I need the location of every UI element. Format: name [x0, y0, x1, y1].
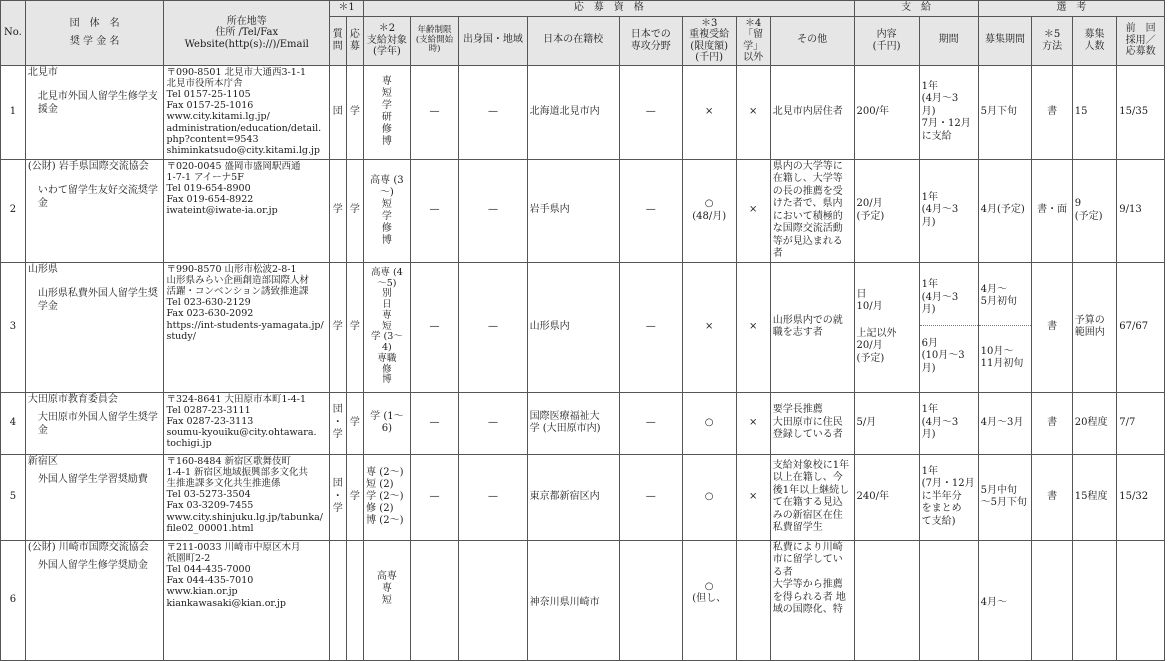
table-row: [1, 65, 1165, 159]
count-cell: 20程度: [1072, 392, 1116, 454]
amount-cell: 240/年: [854, 454, 919, 540]
target-cell: 高専 (3 ～) 短 学 修 博: [364, 159, 411, 262]
non-ryugaku-cell: ×: [736, 392, 770, 454]
recruit-a: 4月～ 5月初旬: [980, 283, 1018, 307]
address-cell: 〒211-0033 川崎市中原区木月 祇園町2-2 Tel 044-435-7000 Fax 044-435-7010 www.kian.or.jp kiankawasaki@kian.or.jp: [164, 540, 330, 660]
major-cell: —: [619, 159, 682, 262]
inquiry-cell: 団 ・ 学: [330, 454, 347, 540]
address-cell: 〒020-0045 盛岡市盛岡駅西通 1-7-1 アイーナ5F Tel 019-654-8900 Fax 019-654-8922 iwateint@iwate-ia.or.jp: [164, 159, 330, 262]
period-cell: [919, 540, 978, 660]
target-cell: 専 (2～) 短 (2) 学 (2～) 修 (2) 博 (2～): [364, 454, 411, 540]
selection-header: 選 考: [978, 1, 1164, 17]
recruit-cell: 5月中旬 ～5月下旬: [978, 454, 1032, 540]
count-cell: 15: [1072, 65, 1116, 159]
scholarship-name: 外国人留学生学習奨励費: [37, 474, 148, 485]
recruit-cell: [978, 262, 1032, 392]
origin-cell: [459, 540, 527, 660]
col-dup: ＊3 重複受給 (限度額) (千円): [682, 16, 736, 65]
scholarship-name: 北見市外国人留学生修学支援金: [37, 91, 158, 115]
row-no: 4: [1, 392, 26, 454]
non-ryugaku-cell: ×: [736, 159, 770, 262]
dup-cell: ○ (但し、: [682, 540, 736, 660]
method-cell: 書: [1032, 392, 1072, 454]
method-cell: 書: [1032, 65, 1072, 159]
major-cell: —: [619, 454, 682, 540]
amount-cell: [854, 262, 919, 392]
major-cell: —: [619, 262, 682, 392]
col-age-limit: 年齢制限 (支給開始時): [410, 16, 459, 65]
major-cell: —: [619, 392, 682, 454]
org-name: (公財) 川崎市国際交流協会: [27, 541, 149, 553]
col-org-scholarship: [25, 1, 164, 66]
school-cell: 国際医療福祉大 学 (大田原市内): [527, 392, 619, 454]
org-cell: [25, 392, 164, 454]
row-no: 3: [1, 262, 26, 392]
origin-cell: —: [459, 65, 527, 159]
col-amount: 内容 (千円): [854, 16, 919, 65]
col-method: ＊5 方法: [1032, 16, 1072, 65]
age-cell: —: [410, 65, 459, 159]
target-cell: 専 短 学 研 修 博: [364, 65, 411, 159]
other-cell: 県内の大学等に在籍し、大学等の長の推薦を受けた者で、県内において積極的な国際交流活動等が見込まれる者: [770, 159, 854, 262]
count-cell: [1072, 540, 1116, 660]
org-cell: [25, 540, 164, 660]
previous-cell: 7/7: [1117, 392, 1165, 454]
org-cell: [25, 65, 164, 159]
col-recruit-count: 募集 人数: [1072, 16, 1116, 65]
org-name: 山形県: [27, 263, 58, 275]
row-no: 2: [1, 159, 26, 262]
scholarship-name: 外国人留学生修学奨励金: [37, 560, 148, 571]
scholarship-name: 山形県私費外国人留学生奨学金: [37, 288, 158, 312]
table-row: [1, 392, 1165, 454]
address-cell: 〒160-8484 新宿区歌舞伎町 1-4-1 新宿区地域振興部多文化共 生推進課多文化共生推進係 Tel 03-5273-3504 Fax 03-3209-7455 www.city.shinjuku.lg.jp/tabunka/ file02_00001.html: [164, 454, 330, 540]
previous-cell: 9/13: [1117, 159, 1165, 262]
table-header: [1, 1, 1165, 66]
col-no: No.: [1, 1, 26, 66]
dup-cell: ○ (48/月): [682, 159, 736, 262]
school-cell: 北海道北見市内: [527, 65, 619, 159]
org-name: 北見市: [27, 66, 58, 78]
inquiry-cell: 学: [330, 262, 347, 392]
row-no: 5: [1, 454, 26, 540]
period-cell: 1年 (4月～3 月) 7月・12月 に支給: [919, 65, 978, 159]
col-period: 期間: [919, 16, 978, 65]
origin-cell: —: [459, 262, 527, 392]
school-cell: 東京都新宿区内: [527, 454, 619, 540]
recruit-cell: 4月(予定): [978, 159, 1032, 262]
non-ryugaku-cell: ×: [736, 65, 770, 159]
address-cell: 〒990-8570 山形市松波2-8-1 山形県みらい企画創造部国際人材 活躍・コンベンション誘致推進課 Tel 023-630-2129 Fax 023-630-2092 https://int-students-yamagata.jp/ study/: [164, 262, 330, 392]
apply-cell: 学: [346, 262, 364, 392]
origin-cell: —: [459, 159, 527, 262]
dup-cell: ○: [682, 454, 736, 540]
table-row: [1, 454, 1165, 540]
col-inquiry: 質問: [330, 16, 347, 65]
org-cell: [25, 454, 164, 540]
age-cell: [410, 540, 459, 660]
apply-cell: 学: [346, 454, 364, 540]
col-recruit-period: 募集期間: [978, 16, 1032, 65]
org-name: 新宿区: [27, 455, 58, 467]
dup-cell: ×: [682, 65, 736, 159]
period-cell: [919, 262, 978, 392]
amount-cell: 200/年: [854, 65, 919, 159]
col-previous: 前 回 採用／ 応募数: [1117, 16, 1165, 65]
scholarship-name: 大田原市外国人留学生奨学金: [37, 412, 158, 436]
previous-cell: 67/67: [1117, 262, 1165, 392]
major-cell: [619, 540, 682, 660]
org-name-header: 団 体 名: [69, 18, 120, 30]
age-cell: —: [410, 392, 459, 454]
inquiry-cell: 学: [330, 159, 347, 262]
org-name: (公財) 岩手県国際交流協会: [27, 160, 149, 172]
apply-cell: [346, 540, 364, 660]
address-cell: 〒090-8501 北見市大通西3-1-1 北見市役所本庁舎 Tel 0157-25-1105 Fax 0157-25-1016 www.city.kitami.lg.jp/ administration/education/detail. php?content=9543 shiminkatsudo@city.kitami.lg.jp: [164, 65, 330, 159]
scholarship-name: いわて留学生友好交流奨学金: [37, 185, 158, 209]
method-cell: [1032, 540, 1072, 660]
school-cell: 神奈川県川崎市: [527, 540, 619, 660]
amount-b: 上記以外 20/月 (予定): [856, 327, 897, 364]
table-row: [1, 540, 1165, 660]
period-cell: 1年 (7月・12月 に半年分 をまとめ て支給): [919, 454, 978, 540]
org-cell: [25, 262, 164, 392]
dup-cell: ○: [682, 392, 736, 454]
address-cell: 〒324-8641 大田原市本町1-4-1 Tel 0287-23-3111 Fax 0287-23-3113 soumu-kyouiku@city.ohtawara. tochigi.jp: [164, 392, 330, 454]
other-cell: 要学長推薦 大田原市に住民登録している者: [770, 392, 854, 454]
method-cell: 書: [1032, 262, 1072, 392]
note1-header: ＊1: [330, 1, 364, 17]
col-other: その他: [770, 16, 854, 65]
qualification-header: 応 募 資 格: [364, 1, 854, 17]
recruit-cell: 4月～: [978, 540, 1032, 660]
period-a: 1年 (4月～3 月): [921, 279, 959, 315]
other-cell: 私費により川崎市に留学している者 大学等から推薦を得られる者 地域の国際化、特: [770, 540, 854, 660]
apply-cell: 学: [346, 65, 364, 159]
table-row: [1, 159, 1165, 262]
target-cell: 学 (1～ 6): [364, 392, 411, 454]
period-cell: 1年 (4月～3 月): [919, 392, 978, 454]
target-cell: 高専 (4 ～5) 別 日 専 短 学 (3～ 4) 専職 修 博: [364, 262, 411, 392]
recruit-cell: 4月～3月: [978, 392, 1032, 454]
scholarship-name-header: 奨 学 金 名: [69, 35, 120, 47]
non-ryugaku-cell: [736, 540, 770, 660]
previous-cell: 15/35: [1117, 65, 1165, 159]
major-cell: —: [619, 65, 682, 159]
origin-cell: —: [459, 392, 527, 454]
amount-cell: 5/月: [854, 392, 919, 454]
row-no: 1: [1, 65, 26, 159]
school-cell: 山形県内: [527, 262, 619, 392]
count-cell: 9 (予定): [1072, 159, 1116, 262]
method-cell: 書: [1032, 454, 1072, 540]
non-ryugaku-cell: ×: [736, 262, 770, 392]
recruit-b: 10月～ 11月初旬: [979, 325, 1032, 373]
age-cell: —: [410, 159, 459, 262]
col-non-ryugaku: ＊4 「留学」 以外: [736, 16, 770, 65]
amount-a: 日 10/月: [856, 288, 883, 313]
inquiry-cell: 団: [330, 65, 347, 159]
recruit-cell: 5月下旬: [978, 65, 1032, 159]
org-cell: [25, 159, 164, 262]
count-cell: 15程度: [1072, 454, 1116, 540]
period-b: 6月 (10月～3 月): [920, 325, 978, 378]
row-no: 6: [1, 540, 26, 660]
col-origin: 出身国・地域: [459, 16, 527, 65]
org-name: 大田原市教育委員会: [27, 393, 118, 405]
payment-header: 支 給: [854, 1, 978, 17]
inquiry-cell: [330, 540, 347, 660]
other-cell: 支給対象校に1年以上在籍し、今後1年以上継続して在籍する見込みの新宿区在住私費留学生: [770, 454, 854, 540]
age-cell: —: [410, 262, 459, 392]
dup-cell: ×: [682, 262, 736, 392]
target-cell: 高専 専 短: [364, 540, 411, 660]
previous-cell: 15/32: [1117, 454, 1165, 540]
non-ryugaku-cell: ×: [736, 454, 770, 540]
col-address: 所在地等 住所 /Tel/Fax Website(http(s)://)/Email: [164, 1, 330, 66]
col-school: 日本の在籍校: [527, 16, 619, 65]
amount-cell: [854, 540, 919, 660]
col-major: 日本での 専攻分野: [619, 16, 682, 65]
school-cell: 岩手県内: [527, 159, 619, 262]
other-cell: 北見市内居住者: [770, 65, 854, 159]
amount-cell: 20/月 (予定): [854, 159, 919, 262]
col-target: ＊2 支給対象 (学年): [364, 16, 411, 65]
table-row: [1, 262, 1165, 392]
inquiry-cell: 団 ・ 学: [330, 392, 347, 454]
col-apply: 応募: [346, 16, 364, 65]
count-cell: 予算の 範囲内: [1072, 262, 1116, 392]
period-cell: 1年 (4月～3 月): [919, 159, 978, 262]
apply-cell: 学: [346, 159, 364, 262]
previous-cell: [1117, 540, 1165, 660]
other-cell: 山形県内での就職を志す者: [770, 262, 854, 392]
age-cell: —: [410, 454, 459, 540]
apply-cell: 学: [346, 392, 364, 454]
method-cell: 書・面: [1032, 159, 1072, 262]
origin-cell: —: [459, 454, 527, 540]
